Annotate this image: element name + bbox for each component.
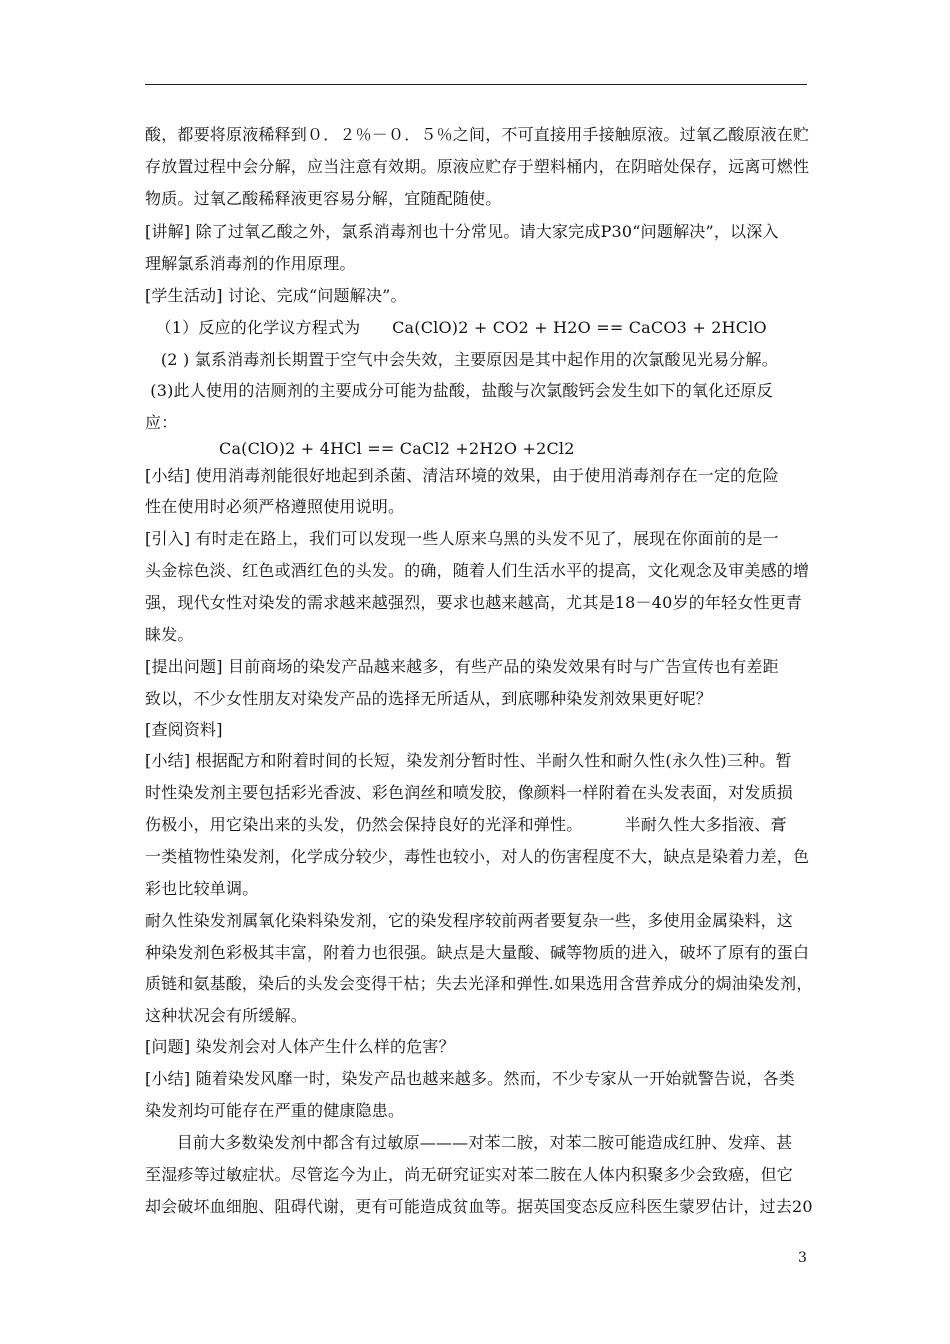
text-line: 一类植物性染发剂，化学成分较少，毒性也较小，对人的伤害程度不大，缺点是染着力差，色 (145, 847, 810, 866)
text-line: 睐发。 (145, 625, 194, 644)
text-line: 致以，不少女性朋友对染发产品的选择无所适从，到底哪种染发剂效果更好呢？ (145, 689, 713, 708)
text-line: 伤极小，用它染出来的头发，仍然会保持良好的光泽和弹性。 半耐久性大多指液、膏 (145, 815, 787, 834)
text-line: （1）反应的化学议方程式为 Ca(ClO)2 + CO2 + H2O == CaCO3 + 2HClO (145, 318, 767, 337)
text-line: [讲解] 除了过氧乙酸之外，氯系消毒剂也十分常见。请大家完成P30“问题解决”，以深入 (145, 222, 779, 241)
text-line: 存放置过程中会分解，应当注意有效期。原液应贮存于塑料桶内，在阴暗处保存，远离可燃性 (145, 157, 810, 176)
text-line: [提出问题] 目前商场的染发产品越来越多，有些产品的染发效果有时与广告宣传也有差距 (145, 657, 779, 676)
text-line: [小结] 使用消毒剂能很好地起到杀菌、清洁环境的效果，由于使用消毒剂存在一定的危险 (145, 466, 779, 485)
text-line: [小结] 随着染发风靡一时，染发产品也越来越多。然而，不少专家从一开始就警告说，各类 (145, 1069, 795, 1088)
text-line: 时性染发剂主要包括彩光香波、彩色润丝和喷发胶，像颜料一样附着在头发表面，对发质损 (145, 783, 794, 802)
text-line: 却会破坏血细胞、阻碍代谢，更有可能造成贫血等。据英国变态反应科医生蒙罗估计，过去20 (145, 1197, 813, 1216)
text-line: 彩也比较单调。 (145, 879, 259, 898)
text-line: 应： (145, 413, 178, 432)
text-line: 耐久性染发剂属氧化染料染发剂，它的染发程序较前两者要复杂一些，多使用金属染料，这 (145, 911, 794, 930)
text-line: 目前大多数染发剂中都含有过敏原———对苯二胺，对苯二胺可能造成红肿、发痒、甚 (145, 1133, 793, 1152)
text-line: 种染发剂色彩极其丰富，附着力也很强。缺点是大量酸、碱等物质的进入，破坏了原有的蛋白 (145, 943, 810, 962)
text-line: 强，现代女性对染发的需求越来越强烈，要求也越来越高，尤其是18－40岁的年轻女性更青 (145, 593, 803, 612)
header-rule (145, 84, 807, 85)
text-line: Ca(ClO)2 + 4HCl == CaCl2 +2H2O +2Cl2 (145, 439, 575, 458)
text-line: 物质。过氧乙酸稀释液更容易分解，宜随配随使。 (145, 189, 502, 208)
text-line: 性在使用时必须严格遵照使用说明。 (145, 497, 405, 516)
text-line: [学生活动] 讨论、完成“问题解决”。 (145, 286, 407, 305)
text-line: (3)此人使用的洁厕剂的主要成分可能为盐酸，盐酸与次氯酸钙会发生如下的氧化还原反 (145, 381, 773, 400)
text-line: 酸，都要将原液稀释到０．２％－０．５％之间，不可直接用手接触原液。过氧乙酸原液在贮 (145, 125, 810, 144)
text-line: [查阅资料] (145, 720, 223, 739)
text-line: 这种状况会有所缓解。 (145, 1006, 308, 1025)
text-line: 染发剂均可能存在严重的健康隐患。 (145, 1101, 405, 1120)
text-line: 质链和氨基酸，染后的头发会变得干枯；失去光泽和弹性.如果选用含营养成分的焗油染发剂， (145, 974, 813, 993)
text-line: 理解氯系消毒剂的作用原理。 (145, 254, 356, 273)
text-line: (2 ) 氯系消毒剂长期置于空气中会失效，主要原因是其中起作用的次氯酸见光易分解。 (145, 350, 778, 369)
text-line: [小结] 根据配方和附着时间的长短，染发剂分暂时性、半耐久性和耐久性(永久性)三种。暂 (145, 751, 792, 770)
text-line: [问题] 染发剂会对人体产生什么样的危害？ (145, 1037, 455, 1056)
text-line: 头金棕色淡、红色或酒红色的头发。的确，随着人们生活水平的提高，文化观念及审美感的增 (145, 561, 810, 580)
text-line: 至湿疹等过敏症状。尽管迄今为止，尚无研究证实对苯二胺在人体内积聚多少会致癌，但它 (145, 1165, 794, 1184)
text-line: [引入] 有时走在路上，我们可以发现一些人原来乌黑的头发不见了，展现在你面前的是一 (145, 529, 779, 548)
page-number: 3 (798, 1250, 807, 1266)
